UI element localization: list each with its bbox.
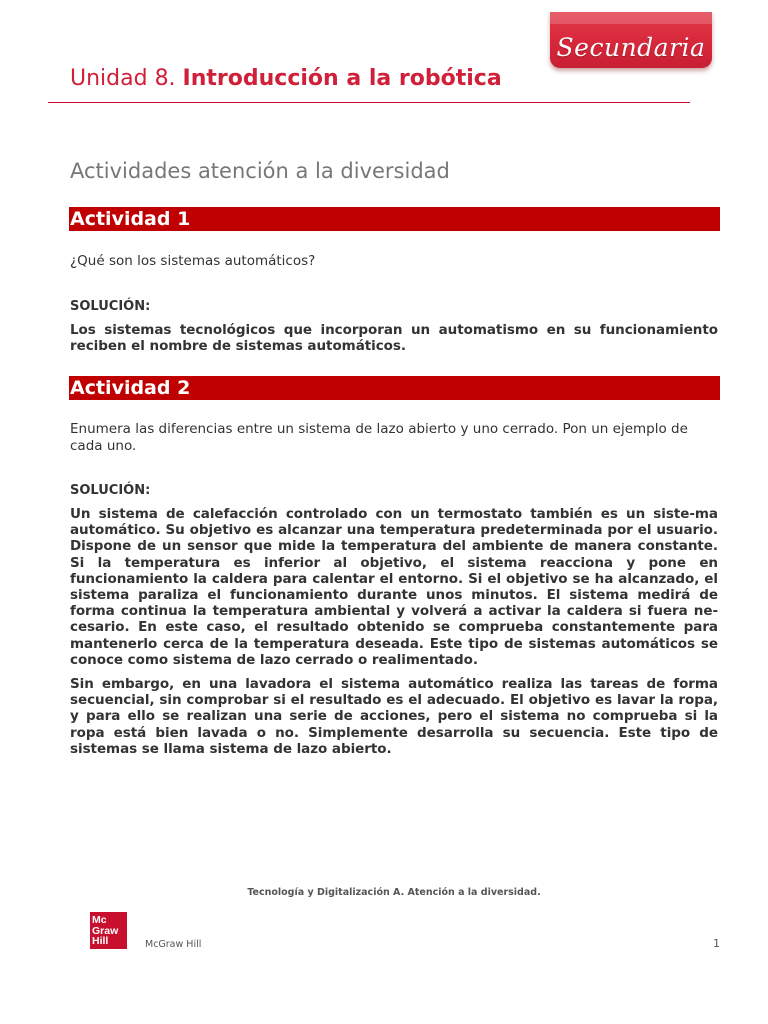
section-title: Actividades atención a la diversidad [70,159,450,183]
secundaria-badge [550,12,712,68]
unit-prefix: Unidad 8. [70,66,183,91]
footer-brand: McGraw Hill [145,939,202,950]
answer-paragraph: Un sistema de calefacción controlado con un termostato también es un siste-ma automático. Su objetivo es alcanzar una temperatura predeterminada por el usuario. Dispone de un sensor que mide la temperatura del ambiente de manera constante. Si la temperatura es inferior al objetivo, el sistema reacciona y pone en funcionamiento la caldera para calentar el entorno. Si el objetivo se ha alcanzado, el sistema paraliza el funcionamiento durante unos minutos. El sistema medirá de forma continua la temperatura ambiental y volverá a activar la caldera si fuera ne-cesario. En este caso, el resultado obtenido se comprueba constantemente para mantenerlo cerca de la temperatura deseada. Este tipo de sistemas automáticos se conoce como sistema de lazo cerrado o realimentado. [70,506,718,668]
unit-title [70,66,502,91]
answer-paragraph: Sin embargo, en una lavadora el sistema automático realiza las tareas de forma secuencial, sin comprobar si el resultado es el adecuado. El objetivo es lavar la ropa, y para ello se realizan una serie de acciones, pero el sistema no comprueba si la ropa está bien lavada o no. Simplemente desarrolla su secuencia. Este tipo de sistemas se llama sistema de lazo abierto. [70,676,718,757]
badge-label: Secundaria [556,32,706,62]
activity-2-answer [70,506,718,757]
logo-line: Mc [92,914,107,926]
activity-1-answer [70,322,718,354]
logo-line: Hill [92,935,109,947]
activity-1-header: Actividad 1 [69,207,720,231]
header-divider [48,102,690,103]
footer-caption: Tecnología y Digitalización A. Atención a la diversidad. [247,887,541,898]
activity-2-header: Actividad 2 [69,376,720,400]
activity-2-question: Enumera las diferencias entre un sistema de lazo abierto y uno cerrado. Pon un ejemplo de cada uno. [70,421,688,454]
logo-line: Graw [92,924,119,937]
activity-1-question: ¿Qué son los sistemas automáticos? [70,253,316,269]
activity-1-solution-label: SOLUCIÓN: [70,299,151,314]
activity-2-solution-label: SOLUCIÓN: [70,483,151,498]
page-number: 1 [713,937,720,950]
answer-paragraph: Los sistemas tecnológicos que incorporan un automatismo en su funcionamiento reciben el nombre de sistemas automáticos. [70,322,718,355]
unit-name: Introducción a la robótica [182,66,502,91]
mcgraw-hill-logo [90,912,127,949]
